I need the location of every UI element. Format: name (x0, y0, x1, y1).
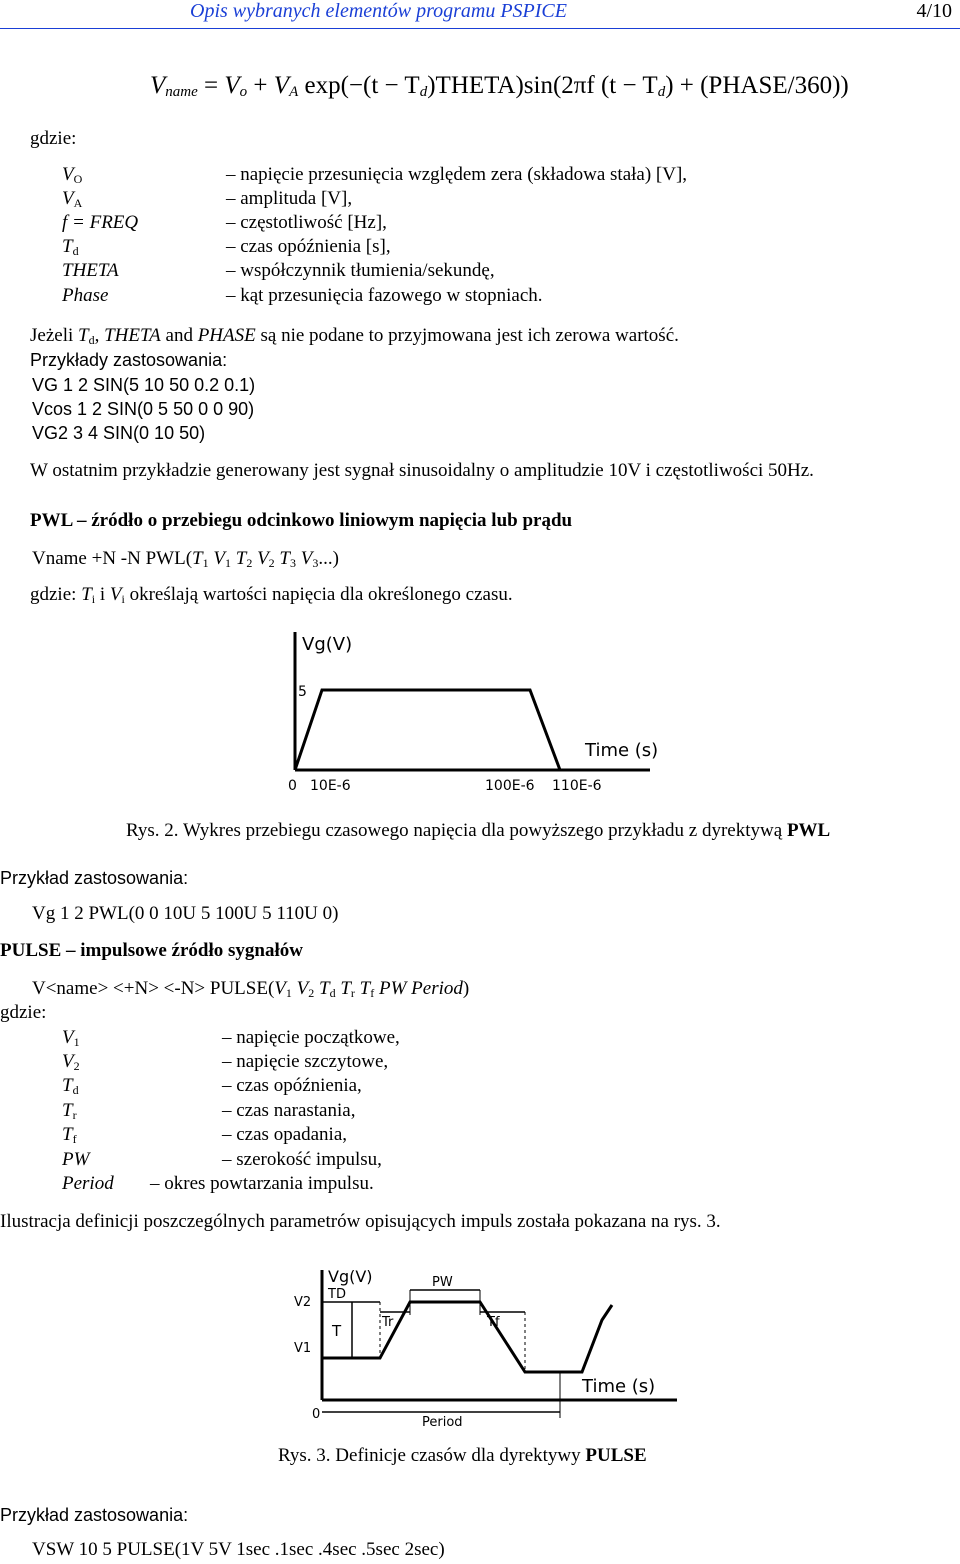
pwl-x-tick-1: 10E-6 (310, 778, 351, 794)
pulse-param-description: – czas opóźnienia, (222, 1075, 362, 1096)
pulse-example-heading: Przykład zastosowania: (0, 1505, 189, 1525)
tr-label: Tr (382, 1315, 394, 1330)
pulse-gdzie-label: gdzie: (0, 1002, 47, 1023)
sin-summary: W ostatnim przykładzie generowany jest sygnał sinusoidalny o amplitudzie 10V i częstotliwości 50Hz. (30, 460, 814, 481)
sin-param-symbol: $T_d$ (62, 236, 79, 258)
illustration-text: Ilustracja definicji poszczególnych parametrów opisujących impuls została pokazana na rys. 3. (0, 1211, 721, 1232)
default-values-note: Jeżeli $T_d$, THETA and PHASE są nie podane to przyjmowana jest ich zerowa wartość. (30, 325, 679, 347)
sin-param-symbol: $V_O$ (62, 164, 83, 186)
pulse-y-label: Vg(V) (328, 1267, 373, 1286)
t-label: T (332, 1322, 342, 1340)
pulse-param-description: – czas narastania, (222, 1100, 356, 1121)
figure-2-caption: Rys. 2. Wykres przebiegu czasowego napięcia dla powyższego przykładu z dyrektywą PWL (126, 820, 831, 841)
pwl-syntax: Vname +N -N $PWL(T_1$ $V_1$ $T_2$ $V_2$ $T_3$ $V_3$...) (32, 548, 339, 570)
zero-label: 0 (312, 1407, 321, 1422)
sin-param-symbol: f = FREQ (62, 212, 139, 233)
pulse-param-symbol: $V_1$ (62, 1027, 80, 1049)
sin-param-description: – czas opóźnienia [s], (226, 236, 391, 257)
pwl-waveform-figure (280, 620, 670, 800)
page-number: 4/10 (916, 0, 952, 22)
v2-label: V2 (294, 1295, 312, 1310)
pulse-param-description: – szerokość impulsu, (222, 1149, 382, 1170)
examples-heading: Przykłady zastosowania: (30, 350, 228, 370)
gdzie-label: gdzie: (30, 128, 77, 149)
pulse-param-symbol: $T_d$ (62, 1075, 79, 1097)
pulse-syntax: V<name> $<+N> <-N> PULSE(V_1$ $V_2$ $T_d$ $T_r$ $T_f$ PW Period) (32, 978, 470, 1000)
pulse-waveform-line (322, 1302, 612, 1372)
sin-param-description: – amplituda [V], (226, 188, 353, 209)
v1-label: V1 (294, 1341, 312, 1356)
pwl-example-heading: Przykład zastosowania: (0, 868, 189, 888)
pulse-example: VSW 10 5 PULSE(1V 5V 1sec .1sec .4sec .5sec 2sec) (32, 1539, 445, 1560)
pwl-y-tick: 5 (298, 684, 307, 700)
pwl-where: gdzie: $T_i$ i $V_i$ określają wartości napięcia dla określonego czasu. (30, 584, 513, 606)
example-line-2: Vcos 1 2 SIN(0 5 50 0 0 90) (32, 399, 255, 419)
sin-param-description: – częstotliwość [Hz], (226, 212, 387, 233)
td-label: TD (328, 1287, 346, 1302)
pwl-x-tick-3: 110E-6 (552, 778, 602, 794)
header-rule (0, 28, 960, 29)
tf-label: Tf (487, 1315, 500, 1330)
sin-param-description: – kąt przesunięcia fazowego w stopniach. (226, 285, 543, 306)
figure-3-caption: Rys. 3. Definicje czasów dla dyrektywy PULSE (278, 1445, 647, 1466)
pulse-param-description: – napięcie początkowe, (222, 1027, 400, 1048)
pwl-x-tick-2: 100E-6 (485, 778, 535, 794)
sin-param-symbol: THETA (62, 260, 119, 281)
pulse-x-label: Time (s) (582, 1376, 656, 1397)
sin-param-description: – współczynnik tłumienia/sekundę, (226, 260, 495, 281)
pulse-param-symbol: $T_r$ (62, 1100, 77, 1122)
pwl-example: Vg 1 2 PWL(0 0 10U 5 100U 5 110U 0) (32, 903, 339, 924)
pulse-param-description: – napięcie szczytowe, (222, 1051, 389, 1072)
pw-label: PW (432, 1275, 453, 1290)
sin-param-description: – napięcie przesunięcia względem zera (składowa stała) [V], (226, 164, 688, 185)
sin-param-symbol: $V_A$ (62, 188, 83, 210)
pulse-param-symbol: $V_2$ (62, 1051, 80, 1073)
sin-param-symbol: Phase (62, 285, 109, 306)
pwl-x-tick-0: 0 (288, 778, 297, 794)
sin-formula: $V_{name} = V_o + V_A$ $\exp(-(t - T_d)THETA)\sin(2\pi f$ $(t - T_d)$ + (PHASE/360)) (150, 72, 849, 100)
page-header-title: Opis wybranych elementów programu PSPICE (190, 0, 567, 22)
example-line-1: VG 1 2 SIN(5 10 50 0.2 0.1) (32, 375, 256, 395)
pulse-param-description: – czas opadania, (222, 1124, 348, 1145)
pwl-heading: PWL – źródło o przebiegu odcinkowo liniowym napięcia lub prądu (30, 510, 573, 531)
example-line-3: VG2 3 4 SIN(0 10 50) (32, 423, 206, 443)
pulse-waveform-figure (292, 1260, 687, 1430)
pulse-param-description: – okres powtarzania impulsu. (150, 1173, 374, 1194)
pwl-x-label: Time (s) (585, 740, 659, 761)
pulse-param-symbol: $T_f$ (62, 1124, 77, 1146)
pwl-waveform-line (295, 690, 560, 770)
period-label: Period (422, 1415, 463, 1430)
pulse-param-symbol: Period (62, 1173, 114, 1194)
pulse-param-symbol: PW (62, 1149, 90, 1170)
pwl-y-label: Vg(V) (302, 634, 353, 655)
pulse-heading: PULSE – impulsowe źródło sygnałów (0, 940, 303, 961)
